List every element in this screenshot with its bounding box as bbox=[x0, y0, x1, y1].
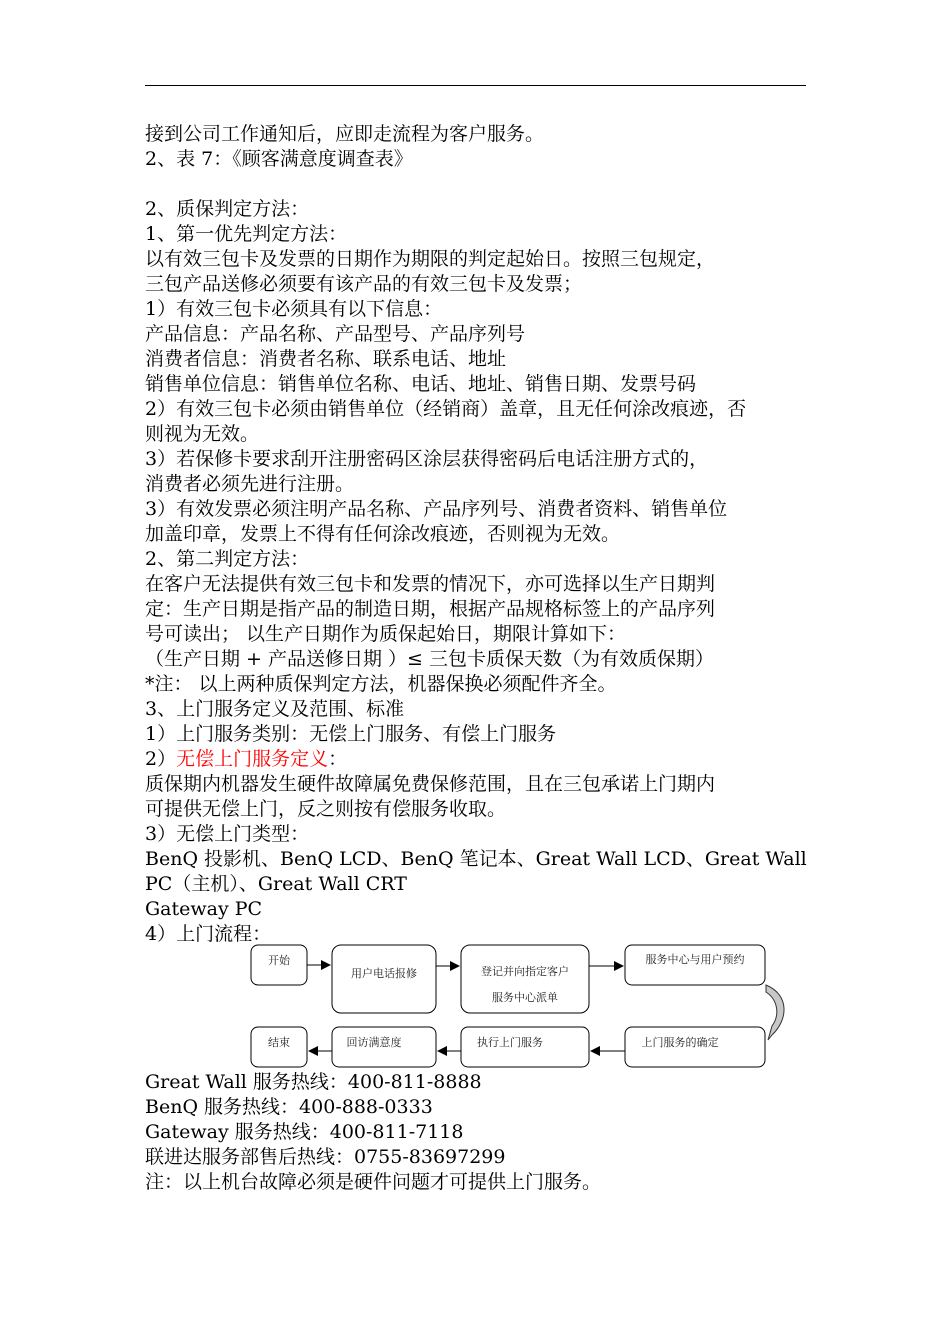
subsection-heading: 2、第二判定方法： bbox=[145, 548, 310, 570]
text-line: 以有效三包卡及发票的日期作为期限的判定起始日。按照三包规定， bbox=[145, 248, 716, 270]
hotline-line: Great Wall 服务热线：400-811-8888 bbox=[145, 1071, 482, 1093]
text-line: 销售单位信息：销售单位名称、电话、地址、销售日期、发票号码 bbox=[145, 373, 697, 395]
text-line: 定：生产日期是指产品的制造日期，根据产品规格标签上的产品序列 bbox=[145, 598, 716, 620]
flow-curve-connector bbox=[766, 985, 784, 1040]
text-line: 三包产品送修必须要有该产品的有效三包卡及发票； bbox=[145, 273, 583, 295]
section-heading: 2、质保判定方法： bbox=[145, 198, 310, 220]
flow-label-appointment: 服务中心与用户预约 bbox=[645, 953, 745, 966]
text-line: 1）上门服务类别：无偿上门服务、有偿上门服务 bbox=[145, 723, 557, 745]
note-line: *注： 以上两种质保判定方法，机器保换必须配件齐全。 bbox=[145, 673, 617, 695]
text-line: 消费者信息：消费者名称、联系电话、地址 bbox=[145, 348, 507, 370]
text-line: BenQ 投影机、BenQ LCD、BenQ 笔记本、Great Wall LCD、Great Wall bbox=[145, 848, 807, 870]
free-service-label: 无偿上门服务定义 bbox=[176, 748, 329, 770]
text-line: 产品信息：产品名称、产品型号、产品序列号 bbox=[145, 323, 526, 345]
text-line: 3）无偿上门类型： bbox=[145, 823, 310, 845]
free-service-prefix: 2） bbox=[145, 748, 177, 770]
free-service-suffix: ： bbox=[328, 748, 348, 770]
text-line: 2）有效三包卡必须由销售单位（经销商）盖章，且无任何涂改痕迹，否 bbox=[145, 398, 747, 420]
flow-label-end: 结束 bbox=[268, 1036, 290, 1049]
section-heading: 3、上门服务定义及范围、标准 bbox=[145, 698, 405, 720]
text-line: 3）有效发票必须注明产品名称、产品序列号、消费者资料、销售单位 bbox=[145, 498, 728, 520]
text-line: 接到公司工作通知后，应即走流程为客户服务。 bbox=[145, 123, 545, 145]
subsection-heading: 1、第一优先判定方法： bbox=[145, 223, 348, 245]
flow-label-phone-repair: 用户电话报修 bbox=[351, 967, 417, 980]
text-line: 2、表 7：《顾客满意度调查表》 bbox=[145, 148, 413, 170]
text-line: 3）若保修卡要求刮开注册密码区涂层获得密码后电话注册方式的， bbox=[145, 448, 709, 470]
flow-label-survey: 回访满意度 bbox=[346, 1036, 402, 1049]
flow-label-execute: 执行上门服务 bbox=[477, 1036, 543, 1049]
flow-label-start: 开始 bbox=[268, 954, 290, 967]
hotline-section bbox=[145, 1070, 808, 1195]
text-line: 则视为无效。 bbox=[145, 423, 260, 445]
flow-label-register-2: 服务中心派单 bbox=[492, 991, 558, 1004]
flow-label-confirm: 上门服务的确定 bbox=[641, 1036, 719, 1049]
text-line: 消费者必须先进行注册。 bbox=[145, 473, 355, 495]
text-line: 号可读出； 以生产日期作为质保起始日，期限计算如下： bbox=[145, 623, 627, 645]
text-line: PC（主机）、Great Wall CRT bbox=[145, 873, 407, 895]
text-line: 质保期内机器发生硬件故障属免费保修范围，且在三包承诺上门期内 bbox=[145, 773, 716, 795]
text-line: 4）上门流程： bbox=[145, 923, 272, 945]
flow-label-register-1: 登记并向指定客户 bbox=[481, 965, 569, 978]
text-line: 加盖印章，发票上不得有任何涂改痕迹，否则视为无效。 bbox=[145, 523, 621, 545]
note-line: 注：以上机台故障必须是硬件问题才可提供上门服务。 bbox=[145, 1171, 602, 1193]
text-line: Gateway PC bbox=[145, 898, 263, 920]
text-line: 在客户无法提供有效三包卡和发票的情况下，亦可选择以生产日期判 bbox=[145, 573, 716, 595]
hotline-line: BenQ 服务热线：400-888-0333 bbox=[145, 1096, 433, 1118]
text-line: 可提供无偿上门，反之则按有偿服务收取。 bbox=[145, 798, 507, 820]
hotline-line: 联进达服务部售后热线：0755-83697299 bbox=[145, 1146, 506, 1168]
formula-line: （生产日期 + 产品送修日期 ）≤ 三包卡质保天数（为有效质保期） bbox=[145, 648, 714, 670]
hotline-line: Gateway 服务热线：400-811-7118 bbox=[145, 1121, 464, 1143]
text-line: 1）有效三包卡必须具有以下信息： bbox=[145, 298, 443, 320]
